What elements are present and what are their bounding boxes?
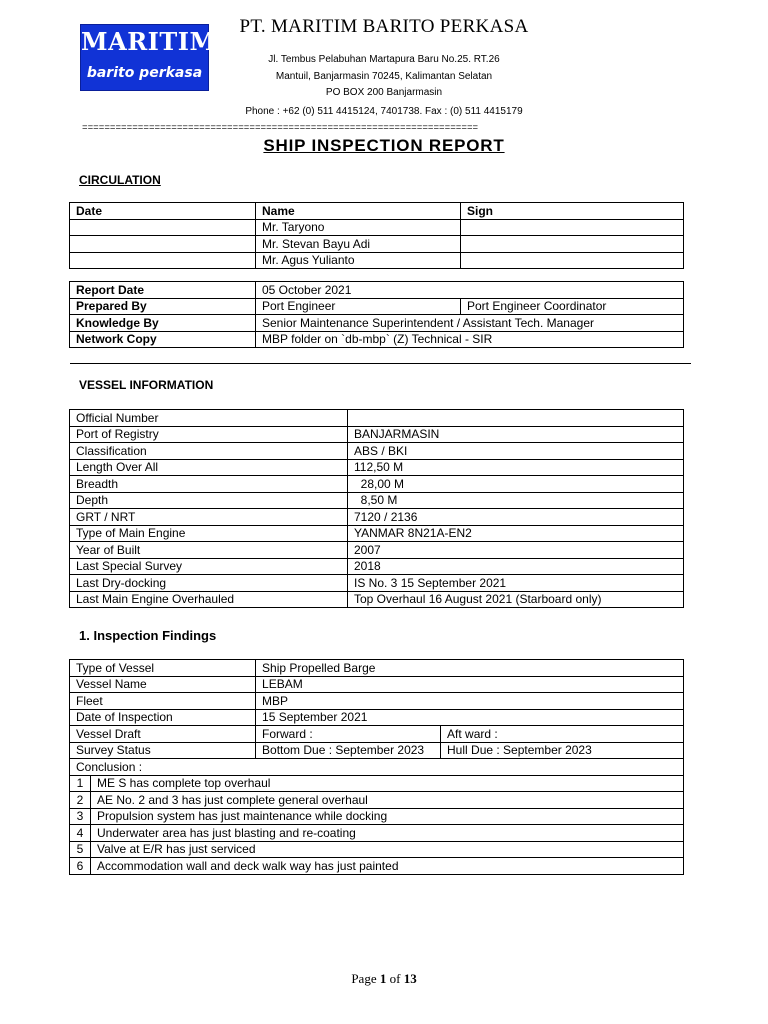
- prepared-by-value: Port Engineer: [256, 298, 461, 315]
- conclusion-row: [70, 858, 684, 875]
- conclusion-row: [70, 808, 684, 825]
- table-row: [70, 525, 684, 542]
- table-row: [70, 410, 684, 427]
- vessel-label-cell: Official Number: [70, 410, 348, 427]
- fleet-label: Fleet: [70, 693, 256, 710]
- conclusion-text: Underwater area has just blasting and re-coating: [91, 825, 684, 842]
- table-row: [70, 591, 684, 608]
- report-date-value: 05 October 2021: [256, 282, 684, 299]
- page-number: 1: [379, 971, 387, 986]
- conclusion-row: [70, 825, 684, 842]
- vessel-label-cell: Breadth: [70, 476, 348, 493]
- circulation-heading: CIRCULATION: [79, 173, 161, 187]
- name-cell: Mr. Stevan Bayu Adi: [256, 236, 461, 253]
- vessel-value-cell: YANMAR 8N21A-EN2: [348, 525, 684, 542]
- logo-text-barito: barito perkasa: [86, 65, 203, 81]
- vessel-value-cell: 7120 / 2136: [348, 509, 684, 526]
- conclusion-number: 6: [70, 858, 91, 875]
- conclusion-row: [70, 792, 684, 809]
- vessel-label-cell: Classification: [70, 443, 348, 460]
- table-row: [70, 252, 684, 269]
- report-title: [0, 136, 768, 156]
- circulation-table: [69, 202, 684, 269]
- table-row: [70, 726, 684, 743]
- conclusion-text: ME S has complete top overhaul: [91, 775, 684, 792]
- vessel-label-cell: GRT / NRT: [70, 509, 348, 526]
- conclusion-row: [70, 775, 684, 792]
- vessel-value-cell: 2018: [348, 558, 684, 575]
- address-line-1: Jl. Tembus Pelabuhan Martapura Baru No.25. RT.26: [268, 54, 500, 65]
- vessel-label-cell: Last Dry-docking: [70, 575, 348, 592]
- table-row: [70, 331, 684, 348]
- table-row: [70, 236, 684, 253]
- date-cell: [70, 219, 256, 236]
- survey-hull-due: Hull Due : September 2023: [441, 742, 684, 759]
- conclusion-text: Propulsion system has just maintenance while docking: [91, 808, 684, 825]
- survey-status-label: Survey Status: [70, 742, 256, 759]
- table-row: [70, 298, 684, 315]
- vessel-value-cell: Top Overhaul 16 August 2021 (Starboard only): [348, 591, 684, 608]
- findings-heading: 1. Inspection Findings: [79, 628, 217, 643]
- vessel-info-heading: VESSEL INFORMATION: [79, 378, 214, 392]
- network-copy-label: Network Copy: [70, 331, 256, 348]
- vessel-label-cell: Year of Built: [70, 542, 348, 559]
- table-row: [70, 443, 684, 460]
- address-line-2: Mantuil, Banjarmasin 70245, Kalimantan Selatan: [275, 71, 493, 82]
- section-divider: [70, 363, 691, 364]
- vessel-value-cell: 112,50 M: [348, 459, 684, 476]
- date-cell: [70, 236, 256, 253]
- vessel-value-cell: ABS / BKI: [348, 443, 684, 460]
- conclusion-label: Conclusion :: [70, 759, 684, 776]
- vessel-label-cell: Last Main Engine Overhauled: [70, 591, 348, 608]
- table-row: [70, 509, 684, 526]
- vessel-value-cell: [348, 410, 684, 427]
- findings-table: [69, 659, 684, 875]
- vessel-label-cell: Type of Main Engine: [70, 525, 348, 542]
- table-row: [70, 709, 684, 726]
- vessel-label-cell: Last Special Survey: [70, 558, 348, 575]
- vessel-name-value: LEBAM: [256, 676, 684, 693]
- page-total: 13: [403, 971, 417, 986]
- table-row: [70, 742, 684, 759]
- vessel-name-label: Vessel Name: [70, 676, 256, 693]
- conclusion-text: Accommodation wall and deck walk way has just painted: [91, 858, 684, 875]
- vessel-value-cell: 28,00 M: [348, 476, 684, 493]
- conclusion-text: AE No. 2 and 3 has just complete general overhaul: [91, 792, 684, 809]
- vessel-value-cell: 2007: [348, 542, 684, 559]
- report-info-table: [69, 281, 684, 348]
- conclusion-text: Valve at E/R has just serviced: [91, 841, 684, 858]
- vessel-draft-label: Vessel Draft: [70, 726, 256, 743]
- survey-bottom-due: Bottom Due : September 2023: [256, 742, 441, 759]
- name-cell: Mr. Taryono: [256, 219, 461, 236]
- table-row: [70, 660, 684, 677]
- draft-forward: Forward :: [256, 726, 441, 743]
- sign-cell: [461, 219, 684, 236]
- table-row: [70, 459, 684, 476]
- prepared-by-label: Prepared By: [70, 298, 256, 315]
- address-line-3: PO BOX 200 Banjarmasin: [325, 87, 443, 98]
- network-copy-value: MBP folder on `db-mbp` (Z) Technical - SIR: [256, 331, 684, 348]
- report-date-label: Report Date: [70, 282, 256, 299]
- header-rule: =======================================================================: [82, 123, 479, 133]
- page-word: Page: [351, 971, 377, 986]
- table-row: [70, 203, 684, 220]
- vessel-value-cell: 8,50 M: [348, 492, 684, 509]
- table-row: [70, 282, 684, 299]
- col-header-name: Name: [256, 203, 461, 220]
- name-cell: Mr. Agus Yulianto: [256, 252, 461, 269]
- vessel-label-cell: Depth: [70, 492, 348, 509]
- knowledge-by-value: Senior Maintenance Superintendent / Assistant Tech. Manager: [256, 315, 684, 332]
- page-footer: [0, 971, 768, 987]
- company-logo: [80, 24, 217, 91]
- logo-text-maritim: MARITIM: [81, 27, 217, 56]
- conclusion-number: 2: [70, 792, 91, 809]
- draft-aft: Aft ward :: [441, 726, 684, 743]
- sign-cell: [461, 236, 684, 253]
- vessel-value-cell: IS No. 3 15 September 2021: [348, 575, 684, 592]
- col-header-sign: Sign: [461, 203, 684, 220]
- type-of-vessel-value: Ship Propelled Barge: [256, 660, 684, 677]
- date-cell: [70, 252, 256, 269]
- table-row: [70, 219, 684, 236]
- table-row: [70, 575, 684, 592]
- table-row: [70, 558, 684, 575]
- conclusion-number: 4: [70, 825, 91, 842]
- inspection-date-value: 15 September 2021: [256, 709, 684, 726]
- of-word: of: [389, 971, 401, 986]
- conclusion-number: 5: [70, 841, 91, 858]
- vessel-value-cell: BANJARMASIN: [348, 426, 684, 443]
- vessel-label-cell: Length Over All: [70, 459, 348, 476]
- company-name: PT. MARITIM BARITO PERKASA: [239, 16, 529, 37]
- vessel-info-table: [69, 409, 684, 608]
- conclusion-number: 1: [70, 775, 91, 792]
- conclusion-number: 3: [70, 808, 91, 825]
- table-row: [70, 759, 684, 776]
- prepared-by-value-2: Port Engineer Coordinator: [461, 298, 684, 315]
- type-of-vessel-label: Type of Vessel: [70, 660, 256, 677]
- report-title-text: SHIP INSPECTION REPORT: [263, 136, 505, 155]
- conclusion-row: [70, 841, 684, 858]
- sign-cell: [461, 252, 684, 269]
- table-row: [70, 693, 684, 710]
- col-header-date: Date: [70, 203, 256, 220]
- phone-fax-line: Phone : +62 (0) 511 4415124, 7401738. Fax : (0) 511 4415179: [245, 106, 523, 117]
- table-row: [70, 676, 684, 693]
- table-row: [70, 315, 684, 332]
- table-row: [70, 492, 684, 509]
- knowledge-by-label: Knowledge By: [70, 315, 256, 332]
- inspection-date-label: Date of Inspection: [70, 709, 256, 726]
- table-row: [70, 426, 684, 443]
- fleet-value: MBP: [256, 693, 684, 710]
- table-row: [70, 476, 684, 493]
- table-row: [70, 542, 684, 559]
- vessel-label-cell: Port of Registry: [70, 426, 348, 443]
